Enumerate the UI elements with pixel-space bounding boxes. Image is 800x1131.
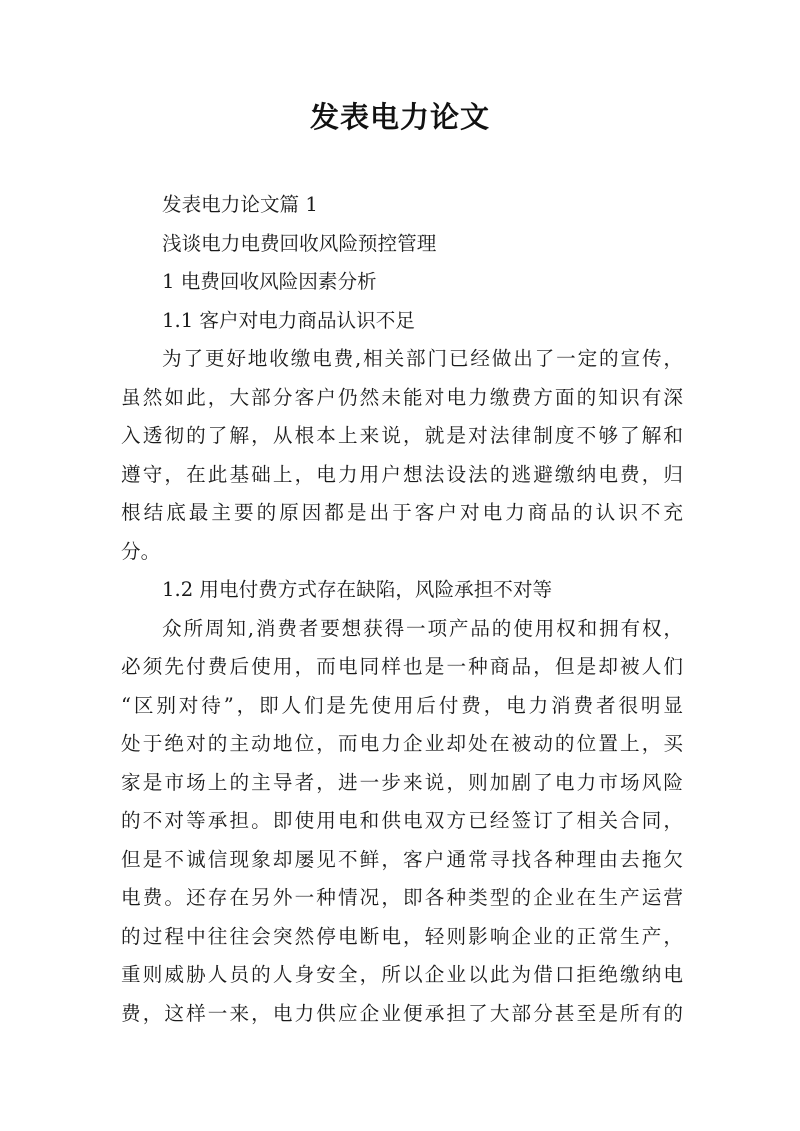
text-line: 重则威胁人员的人身安全，所以企业以此为借口拒绝缴纳电	[121, 963, 683, 986]
text-line: 处于绝对的主动地位，而电力企业却处在被动的位置上，买	[121, 732, 683, 755]
document-title: 发表电力论文	[309, 100, 490, 134]
text-line: 发表电力论文篇 1	[162, 193, 318, 216]
text-line: 众所周知,消费者要想获得一项产品的使用权和拥有权，	[162, 616, 683, 640]
text-line: 为了更好地收缴电费,相关部门已经做出了一定的宣传，	[162, 347, 683, 370]
text-line: 的过程中往往会突然停电断电，轻则影响企业的正常生产，	[121, 924, 683, 948]
text-line: 费，这样一来，电力供应企业便承担了大部分甚至是所有的	[121, 1001, 683, 1025]
text-line: 入透彻的了解，从根本上来说，就是对法律制度不够了解和	[121, 424, 683, 447]
text-line: “区别对待”，即人们是先使用后付费，电力消费者很明显	[121, 693, 683, 717]
text-line: 1.1 客户对电力商品认识不足	[162, 308, 415, 332]
text-line: 电费。还存在另外一种情况，即各种类型的企业在生产运营	[121, 886, 683, 909]
text-line: 必须先付费后使用，而电同样也是一种商品，但是却被人们	[121, 655, 683, 678]
text-line: 分。	[121, 539, 161, 563]
text-line: 1 电费回收风险因素分析	[162, 270, 377, 293]
text-line: 1.2 用电付费方式存在缺陷，风险承担不对等	[162, 578, 553, 601]
text-line: 浅谈电力电费回收风险预控管理	[162, 231, 437, 255]
text-line: 遵守，在此基础上，电力用户想法设法的逃避缴纳电费，归	[121, 462, 683, 486]
text-line: 的不对等承担。即使用电和供电双方已经签订了相关合同，	[121, 809, 683, 832]
text-line: 但是不诚信现象却屡见不鲜，客户通常寻找各种理由去拖欠	[121, 847, 683, 871]
document-body	[121, 186, 683, 1033]
text-line: 虽然如此，大部分客户仍然未能对电力缴费方面的知识有深	[121, 385, 683, 409]
text-line: 根结底最主要的原因都是出于客户对电力商品的认识不充	[121, 501, 683, 524]
text-line: 家是市场上的主导者，进一步来说，则加剧了电力市场风险	[121, 770, 683, 794]
